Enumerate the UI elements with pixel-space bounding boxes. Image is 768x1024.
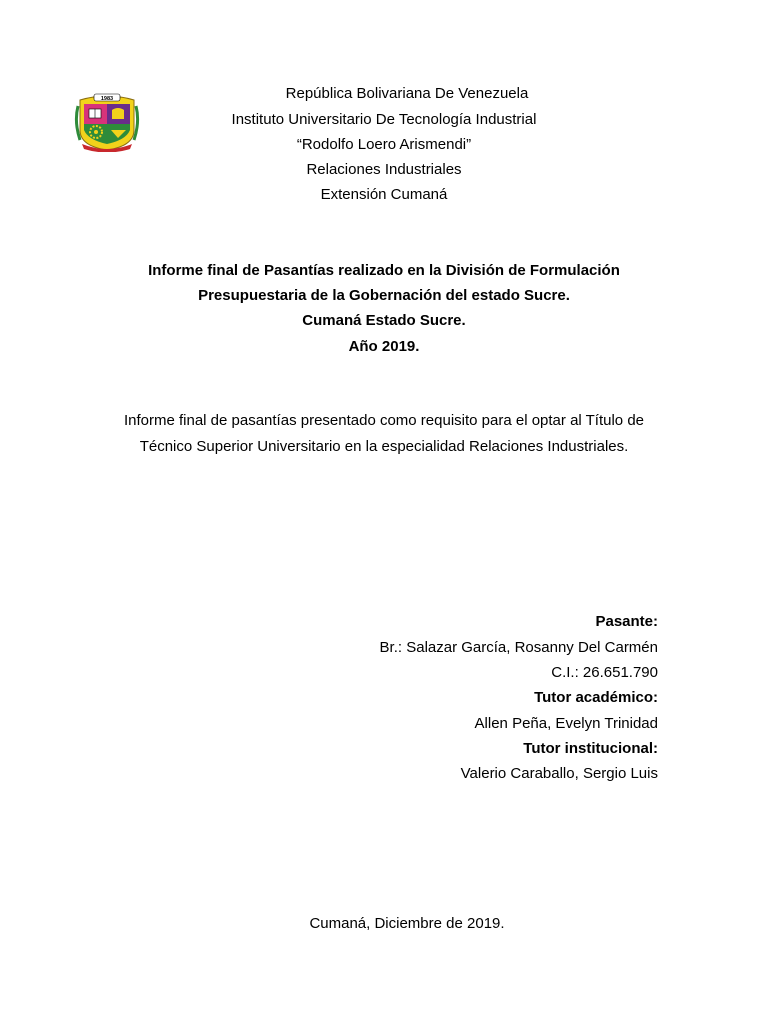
purpose-line-2: Técnico Superior Universitario en la especialidad Relaciones Industriales. xyxy=(139,438,629,455)
place-date: Cumaná, Diciembre de 2019. xyxy=(309,915,505,932)
header-institute: Instituto Universitario De Tecnología Industrial xyxy=(231,111,537,128)
title-line-3: Cumaná Estado Sucre. xyxy=(302,312,466,329)
pasante-name: Br.: Salazar García, Rosanny Del Carmén xyxy=(379,639,658,656)
logo-year: 1983 xyxy=(100,95,114,102)
tutor-academico-label: Tutor académico: xyxy=(534,689,658,706)
pasante-label: Pasante: xyxy=(595,613,658,630)
header-institute-name: “Rodolfo Loero Arismendi” xyxy=(296,136,472,153)
title-year: Año 2019. xyxy=(348,338,420,355)
header-country: República Bolivariana De Venezuela xyxy=(285,85,529,102)
tutor-institucional-name: Valerio Caraballo, Sergio Luis xyxy=(460,765,658,782)
header-extension: Extensión Cumaná xyxy=(320,186,448,203)
pasante-ci: C.I.: 26.651.790 xyxy=(551,664,658,681)
title-line-1: Informe final de Pasantías realizado en la División de Formulación xyxy=(148,262,620,279)
tutor-institucional-label: Tutor institucional: xyxy=(523,740,658,757)
title-line-2: Presupuestaria de la Gobernación del estado Sucre. xyxy=(198,287,570,304)
purpose-line-1: Informe final de pasantías presentado como requisito para el optar al Título de xyxy=(123,412,645,429)
header-department: Relaciones Industriales xyxy=(306,161,462,178)
tutor-academico-name: Allen Peña, Evelyn Trinidad xyxy=(474,715,658,732)
